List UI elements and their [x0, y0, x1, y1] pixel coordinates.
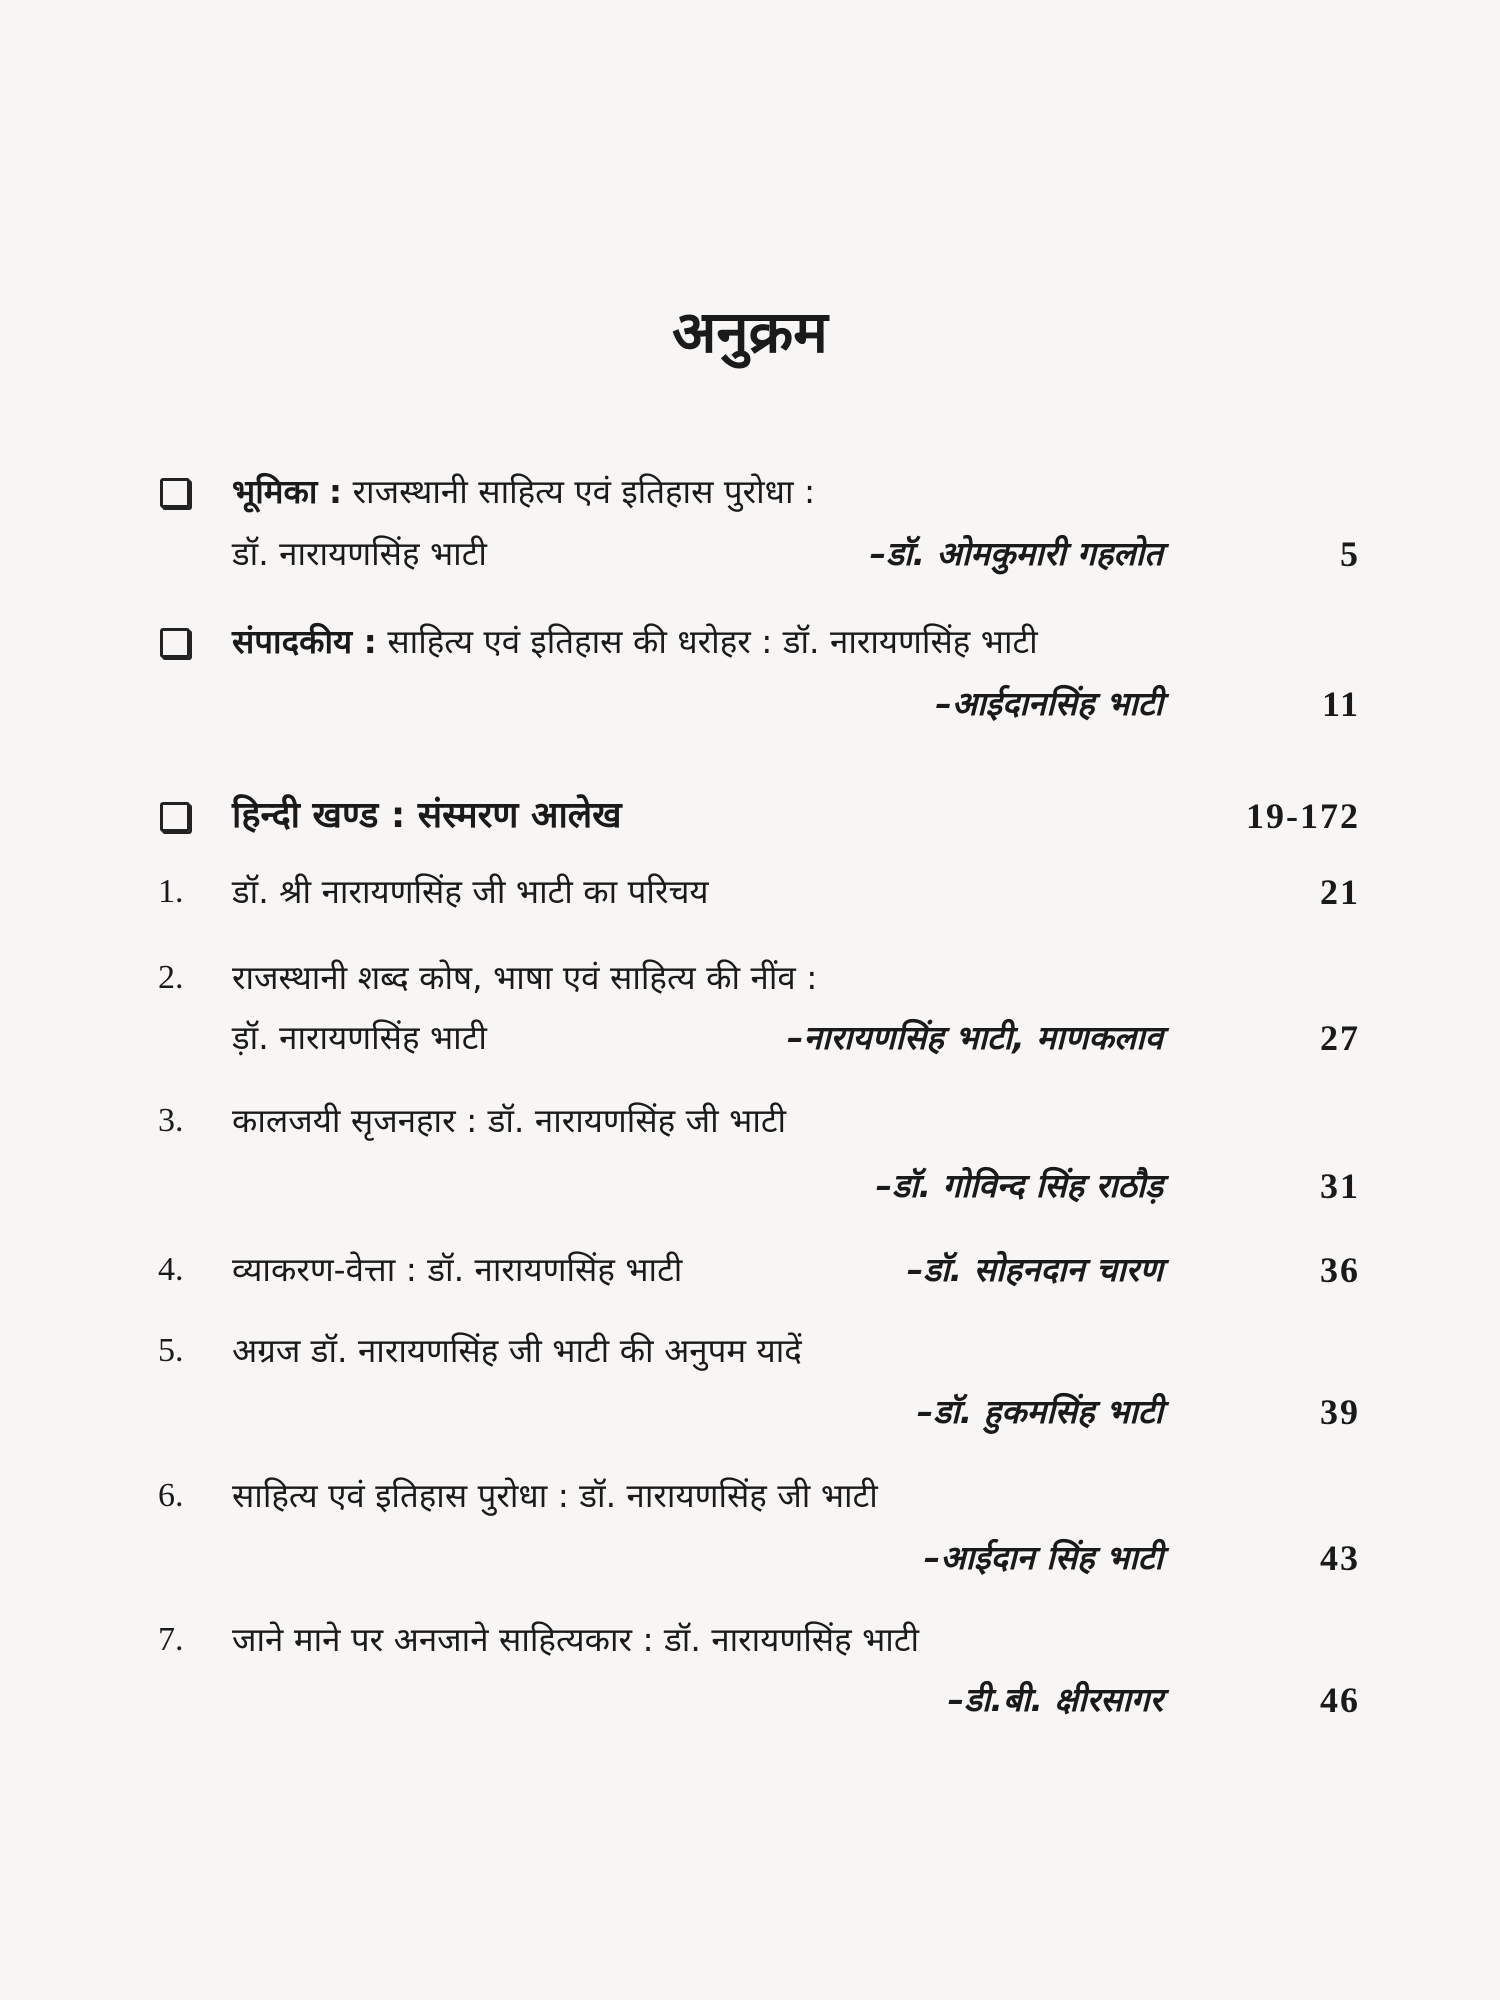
item-number: 1. — [158, 873, 184, 910]
item-author: –डॉ. सोहनदान चारण — [906, 1250, 1163, 1289]
item-title: साहित्य एवं इतिहास पुरोधा : डॉ. नारायणसिंह जी भाटी — [232, 1476, 878, 1515]
entry-author: –डॉ. ओमकुमारी गहलोत — [869, 534, 1163, 573]
checkbox-bullet-icon — [160, 628, 190, 658]
item-page: 39 — [1320, 1392, 1360, 1432]
item-author: –आईदान सिंह भाटी — [923, 1538, 1163, 1577]
toc-item-3[interactable] — [0, 1091, 1500, 1151]
item-author: –डॉ. हुकमसिंह भाटी — [916, 1392, 1163, 1431]
entry-title-cont: डॉ. नारायणसिंह भाटी — [232, 534, 487, 573]
toc-section-hindi[interactable] — [0, 786, 1500, 846]
section-pages: 19-172 — [1246, 796, 1360, 836]
toc-item-2[interactable] — [0, 948, 1500, 1008]
item-page: 36 — [1320, 1250, 1360, 1290]
item-title-cont: ड़ॉ. नारायणसिंह भाटी — [232, 1018, 487, 1057]
item-number: 4. — [158, 1251, 184, 1288]
item-number: 7. — [158, 1621, 184, 1658]
page-title: अनुक्रम — [672, 298, 828, 366]
entry-title: राजस्थानी साहित्य एवं इतिहास पुरोधा : — [352, 472, 816, 511]
item-number: 3. — [158, 1102, 184, 1139]
item-author: –डॉ. गोविन्द सिंह राठौड़ — [875, 1166, 1163, 1205]
toc-entry-sampadakiya-cont — [0, 674, 1500, 734]
entry-label: भूमिका : — [232, 472, 343, 511]
toc-entry-bhumika[interactable] — [0, 462, 1500, 522]
item-number: 2. — [158, 959, 184, 996]
toc-item-5-cont — [0, 1382, 1500, 1442]
toc-item-3-cont — [0, 1156, 1500, 1216]
toc-item-4[interactable] — [0, 1240, 1500, 1300]
toc-entry-sampadakiya[interactable] — [0, 612, 1500, 672]
checkbox-bullet-icon — [160, 802, 190, 832]
item-number: 6. — [158, 1477, 184, 1514]
item-title: व्याकरण-वेत्ता : डॉ. नारायणसिंह भाटी — [232, 1250, 683, 1289]
item-author: –डी.बी. क्षीरसागर — [947, 1680, 1163, 1719]
toc-item-2-cont — [0, 1008, 1500, 1068]
item-title: कालजयी सृजनहार : डॉ. नारायणसिंह जी भाटी — [232, 1101, 787, 1140]
entry-page: 5 — [1340, 534, 1360, 574]
toc-entry-bhumika-cont — [0, 524, 1500, 584]
toc-item-7-cont — [0, 1670, 1500, 1730]
item-page: 43 — [1320, 1538, 1360, 1578]
item-title: अग्रज डॉ. नारायणसिंह जी भाटी की अनुपम यादें — [232, 1331, 802, 1370]
item-title: राजस्थानी शब्द कोष, भाषा एवं साहित्य की नींव : — [232, 958, 818, 997]
item-page: 27 — [1320, 1018, 1360, 1058]
item-title: डॉ. श्री नारायणसिंह जी भाटी का परिचय — [232, 872, 709, 911]
toc-item-6-cont — [0, 1528, 1500, 1588]
toc-item-5[interactable] — [0, 1321, 1500, 1381]
item-page: 31 — [1320, 1166, 1360, 1206]
entry-author: –आईदानसिंह भाटी — [935, 684, 1163, 723]
checkbox-bullet-icon — [160, 478, 190, 508]
toc-item-6[interactable] — [0, 1466, 1500, 1526]
entry-page: 11 — [1321, 684, 1360, 724]
item-number: 5. — [158, 1332, 184, 1369]
entry-title: साहित्य एवं इतिहास की धरोहर : डॉ. नारायणसिंह भाटी — [387, 622, 1038, 661]
section-title: हिन्दी खण्ड : संस्मरण आलेख — [232, 795, 622, 836]
toc-item-1[interactable] — [0, 862, 1500, 922]
item-page: 46 — [1320, 1680, 1360, 1720]
item-title: जाने माने पर अनजाने साहित्यकार : डॉ. नारायणसिंह भाटी — [232, 1620, 920, 1659]
toc-item-7[interactable] — [0, 1610, 1500, 1670]
item-author: –नारायणसिंह भाटी, माणकलाव — [787, 1018, 1163, 1057]
item-page: 21 — [1320, 872, 1360, 912]
entry-label: संपादकीय : — [232, 622, 377, 661]
